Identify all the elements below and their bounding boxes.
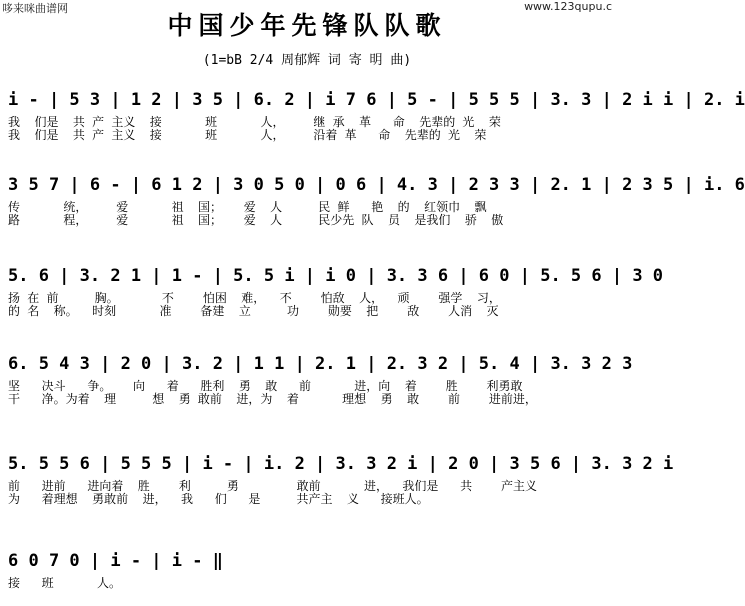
- lyric-verse-2: 路 程， 爱 祖 国； 爱 人 民少先 队 员 是我们 骄 傲: [8, 213, 504, 227]
- score-system-1: [0, 86, 745, 144]
- notation-line: i - | 5 3 | 1 2 | 3 5 | 6. 2 | i 7 6 | 5 - | 5 5 5 | 3. 3 | 2 i i | 2. i: [8, 90, 745, 110]
- lyric-verse-2: 的 名 称。 时刻 准 备建 立 功 勋要 把 敌 人消 灭: [8, 304, 499, 318]
- lyric-verse-1: 我 们是 共 产 主义 接 班 人， 继 承 革 命 先辈的 光 荣: [8, 115, 501, 129]
- notation-line: 5. 6 | 3. 2 1 | 1 - | 5. 5 i | i 0 | 3. 3 6 | 6 0 | 5. 5 6 | 3 0: [8, 266, 664, 286]
- lyric-verse-2: 为 着理想 勇敢前 进， 我 们 是 共产主 义 接班人。: [8, 492, 429, 506]
- watermark-left: 哆来咪曲谱网: [2, 2, 68, 15]
- score-system-3: [0, 262, 664, 320]
- lyric-verse-1: 接 班 人。: [8, 576, 122, 590]
- score-system-6: [0, 547, 614, 605]
- notation-line: 3 5 7 | 6 - | 6 1 2 | 3 0 5 0 | 0 6 | 4. 3 | 2 3 3 | 2. 1 | 2 3 5 | i. 6: [8, 175, 745, 195]
- watermark-right: www.123qupu.c: [524, 0, 612, 13]
- lyric-verse-2: 我 们是 共 产 主义 接 班 人， 沿着 革 命 先辈的 光 荣: [8, 128, 487, 142]
- lyric-verse-1: 扬 在 前 胸。 不 怕困 难， 不 怕敌 人， 顽 强学 习，: [8, 291, 501, 305]
- notation-line: 6. 5 4 3 | 2 0 | 3. 2 | 1 1 | 2. 1 | 2. 3 2 | 5. 4 | 3. 3 2 3: [8, 354, 633, 374]
- notation-line: 5. 5 5 6 | 5 5 5 | i - | i. 2 | 3. 3 2 i | 2 0 | 3 5 6 | 3. 3 2 i: [8, 454, 674, 474]
- lyric-verse-1: 前 进前 进向着 胜 利 勇 敢前 进， 我们是 共 产主义: [8, 479, 537, 493]
- notation-line: 6 0 7 0 | i - | i - ‖: [8, 551, 223, 571]
- score-system-2: [0, 171, 745, 229]
- lyric-verse-1: 坚 决斗 争。 向 着 胜利 勇 敢 前 进，向 着 胜 利勇敢: [8, 379, 523, 393]
- song-title: 中国少年先锋队队歌: [167, 11, 447, 40]
- lyric-verse-2: 干 净。为着 理 想 勇 敢前 进，为 着 理想 勇 敢 前 进前进，: [8, 392, 537, 406]
- score-system-4: [0, 350, 633, 408]
- score-system-5: [0, 450, 674, 508]
- song-info: (1=bB 2/4 周郁辉 词 寄 明 曲): [202, 53, 412, 68]
- lyric-verse-1: 传 统， 爱 祖 国； 爱 人 民 鲜 艳 的 红领巾 飘: [8, 200, 487, 214]
